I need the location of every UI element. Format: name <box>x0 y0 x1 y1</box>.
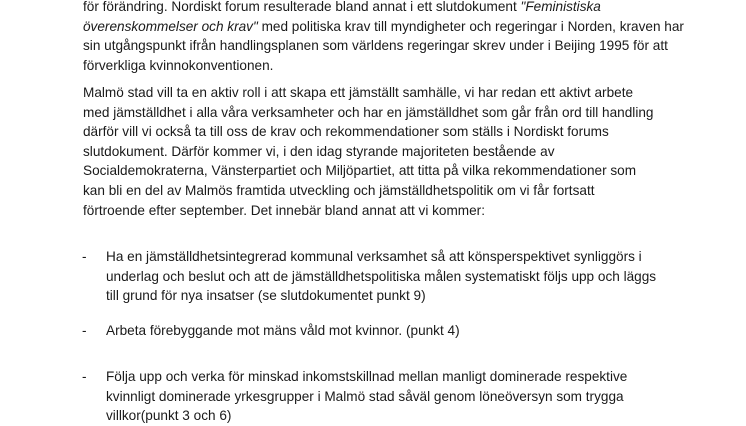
list-bullet: - <box>82 323 87 338</box>
list-item <box>82 321 726 341</box>
italic-title-part: överenskommelser och krav" <box>83 18 258 34</box>
list-bullet: - <box>82 369 87 384</box>
list-bullet: - <box>82 249 87 264</box>
paragraph-line: sin utgångspunkt ifrån handlingsplanen som världens regeringar skrev under i Beijing 1995 för att <box>83 38 668 54</box>
list-item-line: kvinnligt dominerade yrkesgrupper i Malmö stad såväl genom löneöversyn som trygga <box>106 388 624 404</box>
list-item-line: Ha en jämställdhetsintegrerad kommunal verksamhet så att könsperspektivet synliggörs i <box>106 249 642 264</box>
list-item <box>82 367 726 426</box>
list-item-line: villkor(punkt 3 och 6) <box>106 408 232 424</box>
list-item-line: Arbeta förebyggande mot mäns våld mot kvinnor. (punkt 4) <box>106 323 460 338</box>
list-item-line: till grund för nya insatser (se slutdokumentet punkt 9) <box>106 288 426 304</box>
paragraph-line: Socialdemokraterna, Vänsterpartiet och Miljöpartiet, att titta på vilka rekommendationer som <box>83 163 637 179</box>
paragraph-malmo-stad <box>83 83 723 220</box>
text-segment: för förändring. Nordiskt forum resulterade bland annat i ett slutdokument <box>83 0 521 14</box>
text-segment: med politiska krav till myndigheter och regeringar i Norden, kraven har <box>257 18 684 34</box>
paragraph-line: förtroende efter september. Det innebär bland annat att vi kommer: <box>83 202 485 218</box>
paragraph-line <box>83 17 723 37</box>
paragraph-line: med jämställdhet i alla våra verksamheter och har en jämställdhet som går från ord till handling <box>83 104 654 120</box>
list-item <box>82 247 726 306</box>
paragraph-line: därför vill vi också ta till oss de krav och rekommendationer som ställs i Nordiskt forums <box>83 124 609 140</box>
paragraph-line: slutdokument. Därför kommer vi, i den idag styrande majoriteten bestående av <box>83 143 555 159</box>
paragraph-line: kan bli en del av Malmös framtida utveckling och jämställdhetspolitik om vi får fortsatt <box>83 182 595 198</box>
paragraph-line <box>83 0 723 17</box>
list-item-line: underlag och beslut och att de jämställdhetspolitiska målen systematiskt följs upp och läggs <box>106 268 657 284</box>
paragraph-line: Malmö stad vill ta en aktiv roll i att skapa ett jämställt samhälle, vi har redan ett aktivt arbete <box>83 85 634 100</box>
list-item-line: Följa upp och verka för minskad inkomstskillnad mellan manligt dominerade respektive <box>106 369 628 384</box>
paragraph-nordiskt-forum <box>83 0 723 75</box>
italic-title-part: "Feministiska <box>520 0 601 14</box>
paragraph-line: förverkliga kvinnokonventionen. <box>83 57 274 73</box>
